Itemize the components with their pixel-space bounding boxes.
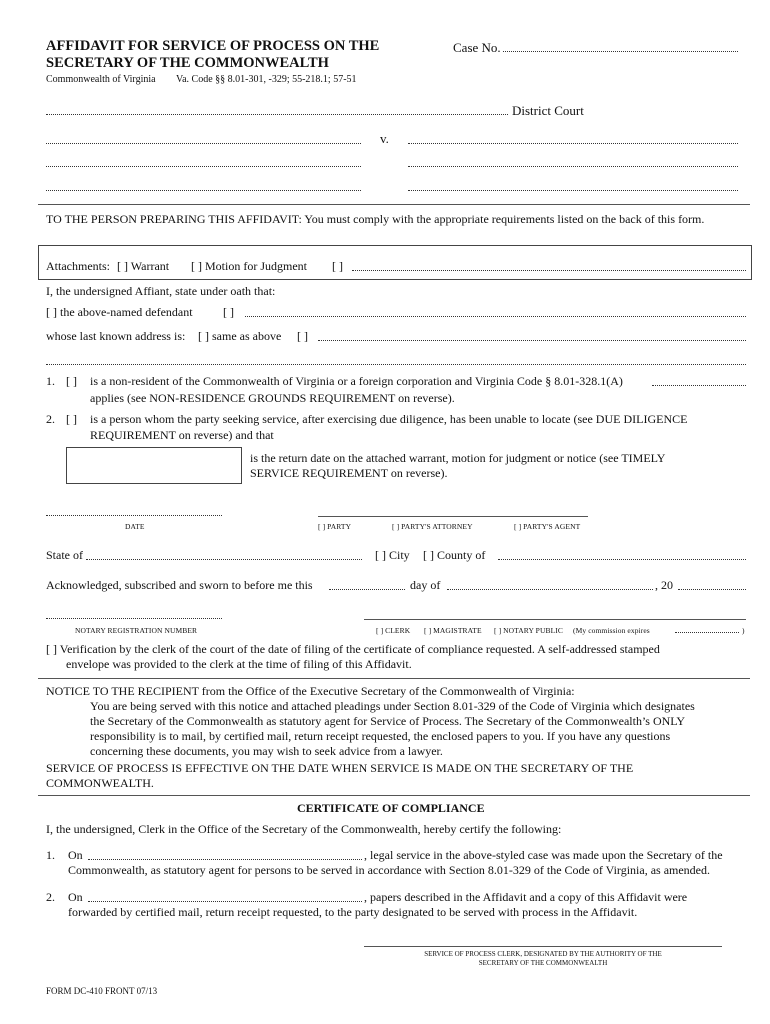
day-of-label: day of <box>410 578 441 592</box>
item1-text-line2: applies (see NON-RESIDENCE GROUNDS REQUIREMENT on reverse). <box>90 391 455 405</box>
party-checkbox[interactable]: [ ] PARTY <box>318 522 352 531</box>
city-county-field[interactable] <box>498 559 746 560</box>
divider <box>38 204 750 205</box>
clerk-signature-line[interactable] <box>364 946 722 947</box>
notary-registration-field[interactable] <box>46 618 222 619</box>
form-title-line2: SECRETARY OF THE COMMONWEALTH <box>46 55 329 71</box>
state-of-label: State of <box>46 548 83 562</box>
other-person-field[interactable] <box>245 316 746 317</box>
code-reference: Va. Code §§ 8.01-301, -329; 55-218.1; 57-51 <box>176 74 357 85</box>
notice-line2: the Secretary of the Commonwealth as statutory agent for Service of Process. The Secretary of the Commonwealth’s ONLY <box>90 714 686 728</box>
cert2-text-line2: forwarded by certified mail, return receipt requested, to the party designated to be served with process in the Affidavit. <box>68 905 638 919</box>
cert2-text-line1: , papers described in the Affidavit and a copy of this Affidavit were <box>364 890 688 904</box>
form-title-line1: AFFIDAVIT FOR SERVICE OF PROCESS ON THE <box>46 38 380 54</box>
attachments-label: Attachments: <box>46 259 110 273</box>
same-as-above-checkbox[interactable]: [ ] same as above <box>198 329 282 343</box>
plaintiff-field-1[interactable] <box>46 143 361 144</box>
day-field[interactable] <box>329 589 405 590</box>
item2-text-line1: is a person whom the party seeking service, after exercising due diligence, has been unable to locate (see DUE DILIGENCE <box>90 412 688 426</box>
cert1-text-line2: Commonwealth, as statutory agent for persons to be served in accordance with Section 8.01-329 of the Code of Virginia, as amended. <box>68 863 711 877</box>
address-field-2[interactable] <box>46 364 746 365</box>
affiant-oath: I, the undersigned Affiant, state under oath that: <box>46 284 276 298</box>
service-effective-line2: COMMONWEALTH. <box>46 776 154 790</box>
address-field-1[interactable] <box>318 340 746 341</box>
notary-public-checkbox[interactable]: [ ] NOTARY PUBLIC <box>494 626 563 635</box>
instruction-text: TO THE PERSON PREPARING THIS AFFIDAVIT: You must comply with the appropriate requirements listed on the back of this form. <box>46 212 705 226</box>
item2-text-line2: REQUIREMENT on reverse) and that <box>90 428 274 442</box>
certificate-intro: I, the undersigned, Clerk in the Office of the Secretary of the Commonwealth, hereby certify the following: <box>46 822 562 836</box>
magistrate-checkbox[interactable]: [ ] MAGISTRATE <box>424 626 482 635</box>
defendant-field-2[interactable] <box>408 166 738 167</box>
item1-checkbox[interactable]: [ ] <box>66 374 77 388</box>
item2-checkbox[interactable]: [ ] <box>66 412 77 426</box>
case-no-field[interactable] <box>503 51 738 52</box>
notice-line1: You are being served with this notice and attached pleadings under Section 8.01-329 of the Code of Virginia which designates <box>90 699 695 713</box>
verification-text-line2: envelope was provided to the clerk at the time of filing of this Affidavit. <box>66 657 412 671</box>
commission-expires-label: (My commission expires <box>573 626 650 635</box>
service-effective-line1: SERVICE OF PROCESS IS EFFECTIVE ON THE DATE WHEN SERVICE IS MADE ON THE SECRETARY OF THE <box>46 761 634 775</box>
cert1-date-field[interactable] <box>88 859 362 860</box>
clerk-signature-caption-line2: SECRETARY OF THE COMMONWEALTH <box>478 959 608 967</box>
clerk-checkbox[interactable]: [ ] CLERK <box>376 626 411 635</box>
form-id: FORM DC-410 FRONT 07/13 <box>46 986 158 996</box>
year-prefix-label: , 20 <box>655 578 673 592</box>
commission-close-paren: ) <box>742 626 745 635</box>
court-name-field[interactable] <box>46 114 508 115</box>
affiant-signature-line[interactable] <box>318 516 588 517</box>
certificate-heading: CERTIFICATE OF COMPLIANCE <box>297 801 485 815</box>
month-field[interactable] <box>447 589 653 590</box>
item2-number: 2. <box>46 412 55 426</box>
state-field[interactable] <box>86 559 362 560</box>
notary-registration-caption: NOTARY REGISTRATION NUMBER <box>75 626 198 635</box>
year-field[interactable] <box>678 589 746 590</box>
notice-heading: NOTICE TO THE RECIPIENT from the Office of the Executive Secretary of the Commonwealth of Virginia: <box>46 684 575 698</box>
cert2-on-label: On <box>68 890 83 904</box>
commission-expires-field[interactable] <box>675 632 739 633</box>
address-label: whose last known address is: <box>46 329 186 343</box>
cert1-on-label: On <box>68 848 83 862</box>
party-agent-checkbox[interactable]: [ ] PARTY'S AGENT <box>514 522 581 531</box>
defendant-field-3[interactable] <box>408 190 738 191</box>
defendant-checkbox[interactable]: [ ] the above-named defendant <box>46 305 193 319</box>
case-no-label: Case No. <box>453 40 501 55</box>
notice-divider <box>38 678 750 679</box>
date-signature-field[interactable] <box>46 515 222 516</box>
motion-checkbox[interactable]: [ ] Motion for Judgment <box>191 259 307 273</box>
defendant-field-1[interactable] <box>408 143 738 144</box>
county-checkbox[interactable]: [ ] County of <box>423 548 486 562</box>
other-address-checkbox[interactable]: [ ] <box>297 329 308 343</box>
certificate-divider <box>38 795 750 796</box>
return-date-text-line2: SERVICE REQUIREMENT on reverse). <box>250 466 448 480</box>
clerk-signature-caption-line1: SERVICE OF PROCESS CLERK, DESIGNATED BY THE AUTHORITY OF THE <box>424 950 662 958</box>
notice-line3: responsibility is to mail, by certified mail, return receipt requested, the enclosed papers to you. If you have any questions <box>90 729 671 743</box>
other-person-checkbox[interactable]: [ ] <box>223 305 234 319</box>
notary-signature-line[interactable] <box>364 619 746 620</box>
district-court-label: District Court <box>512 103 584 118</box>
other-attachment-checkbox[interactable]: [ ] <box>332 259 343 273</box>
verification-checkbox[interactable]: [ ] Verification by the clerk of the court of the date of filing of the certificate of compliance requested. A self-addressed stamped <box>46 642 660 656</box>
versus-label: v. <box>380 131 389 146</box>
cert2-date-field[interactable] <box>88 901 362 902</box>
item1-number: 1. <box>46 374 55 388</box>
other-attachment-field[interactable] <box>352 270 746 271</box>
notice-line4: concerning these documents, you may wish to seek advice from a lawyer. <box>90 744 443 758</box>
plaintiff-field-2[interactable] <box>46 166 361 167</box>
plaintiff-field-3[interactable] <box>46 190 361 191</box>
return-date-box[interactable] <box>66 447 242 484</box>
cert1-number: 1. <box>46 848 55 862</box>
warrant-checkbox[interactable]: [ ] Warrant <box>117 259 170 273</box>
date-caption: DATE <box>125 522 145 531</box>
cert1-text-line1: , legal service in the above-styled case was made upon the Secretary of the <box>364 848 723 862</box>
cert2-number: 2. <box>46 890 55 904</box>
item1-field[interactable] <box>652 385 746 386</box>
city-checkbox[interactable]: [ ] City <box>375 548 410 562</box>
acknowledged-label: Acknowledged, subscribed and sworn to before me this <box>46 578 313 592</box>
party-attorney-checkbox[interactable]: [ ] PARTY'S ATTORNEY <box>392 522 473 531</box>
return-date-text-line1: is the return date on the attached warrant, motion for judgment or notice (see TIMELY <box>250 451 666 465</box>
item1-text-line1: is a non-resident of the Commonwealth of Virginia or a foreign corporation and Virginia Code § 8.01-328.1(A) <box>90 374 623 388</box>
jurisdiction: Commonwealth of Virginia <box>46 74 156 85</box>
